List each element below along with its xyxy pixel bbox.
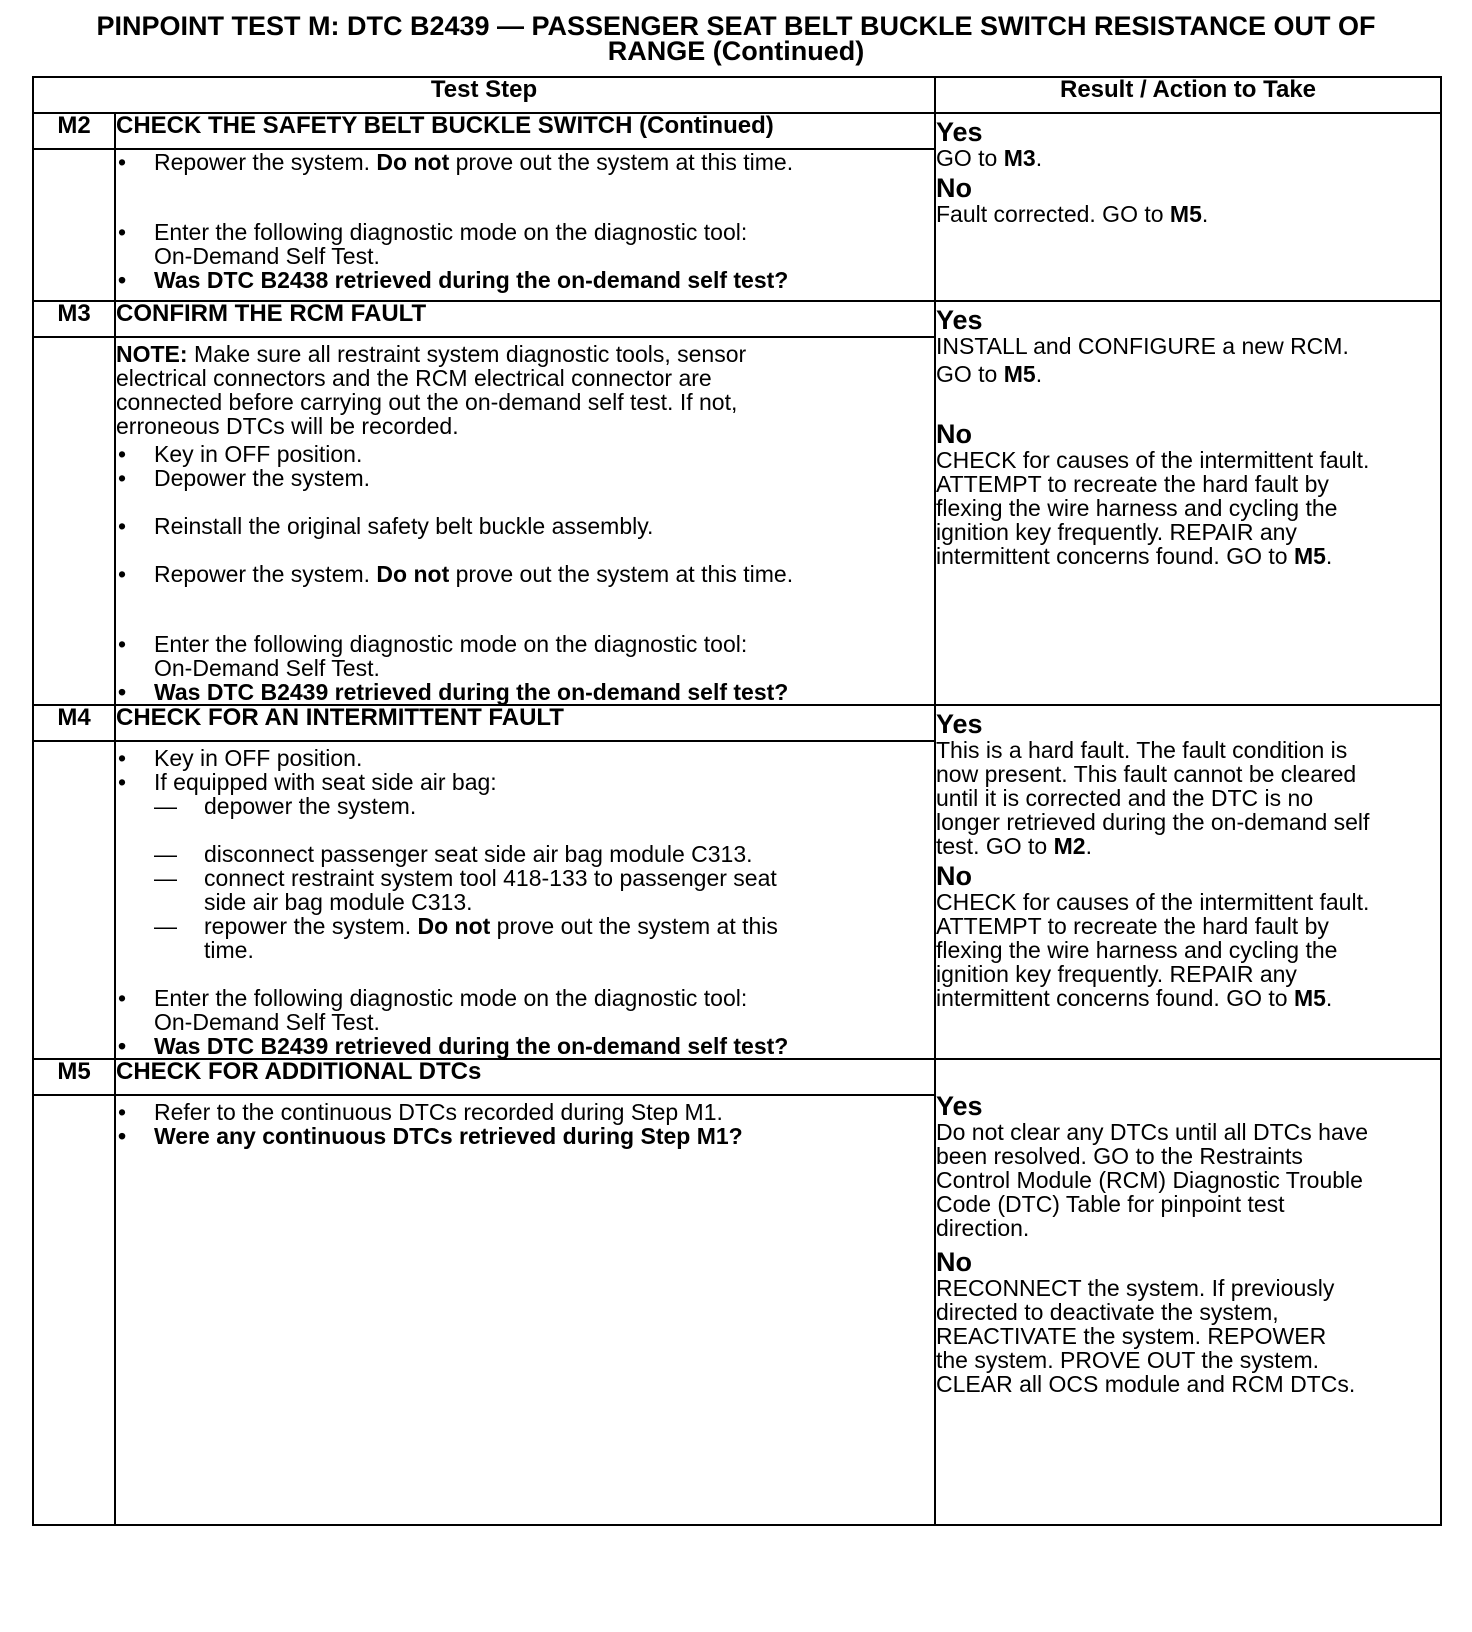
step-m3-result: Yes INSTALL and CONFIGURE a new RCM. GO to M5. No CHECK for causes of the intermittent fault. ATTEMPT to recreate the hard fault by flexing the wire harness and cycling the ignition key frequently. REPAIR any intermittent concerns found. GO to M5.	[935, 301, 1441, 705]
step-m2-title-row	[33, 113, 1441, 149]
list-item: • If equipped with seat side air bag:	[118, 769, 497, 795]
step-m5-body	[115, 1095, 935, 1525]
step-m4-body	[115, 741, 935, 1059]
list-item: • Was DTC B2439 retrieved during the on-demand self test?	[118, 679, 789, 705]
step-title: CHECK THE SAFETY BELT BUCKLE SWITCH (Continued)	[115, 113, 935, 149]
note: NOTE: Make sure all restraint system diagnostic tools, sensor	[116, 341, 747, 367]
step-m2-result	[935, 113, 1441, 301]
list-item: • Key in OFF position.	[118, 441, 363, 467]
step-id: M2	[33, 113, 115, 149]
table-header-row	[33, 77, 1441, 113]
step-m5-title-row	[33, 1059, 1441, 1095]
pinpoint-test-table	[32, 76, 1442, 1526]
list-item: • Enter the following diagnostic mode on the diagnostic tool: On-Demand Self Test.	[118, 219, 748, 269]
step-m3-body: NOTE: Make sure all restraint system diagnostic tools, sensor electrical connectors and the RCM electrical connector are connected before carrying out the on-demand self test. If not, erroneous DTCs will be recorded. • Key in OFF position. • Depower the system. • Reinstall the original safety belt buckle assembly. • Repower the system. Do not prove out the system at this time. • Enter the following diagnostic mode on the diagnostic tool: On-Demand Self Test. • Was DTC B2439 retrieved during the on-demand self test?	[115, 337, 935, 705]
list-item: • Reinstall the original safety belt buckle assembly.	[118, 513, 654, 539]
title-line-1: PINPOINT TEST M: DTC B2439 — PASSENGER SEAT BELT BUCKLE SWITCH RESISTANCE OUT OF	[96, 11, 1376, 41]
no-label: No	[936, 419, 972, 449]
yes-label: Yes	[936, 1091, 983, 1121]
list-item: • Was DTC B2438 retrieved during the on-demand self test?	[118, 267, 789, 293]
list-item: • Enter the following diagnostic mode on the diagnostic tool: On-Demand Self Test.	[118, 631, 748, 681]
header-result: Result / Action to Take	[935, 77, 1441, 113]
step-m4-result: Yes This is a hard fault. The fault condition is now present. This fault cannot be cleared until it is corrected and the DTC is no longer retrieved during the on-demand self test. GO to M2. No CHECK for causes of the intermittent fault. ATTEMPT to recreate the hard fault by flexing the wire harness and cycling the ignition key frequently. REPAIR any intermittent concerns found. GO to M5.	[935, 705, 1441, 1059]
sub-list-item: — repower the system. Do not prove out the system at this time.	[154, 913, 778, 963]
list-item: • Were any continuous DTCs retrieved during Step M1?	[118, 1123, 743, 1149]
step-m5-result: Yes Do not clear any DTCs until all DTCs have been resolved. GO to the Restraints Control Module (RCM) Diagnostic Trouble Code (DTC) Table for pinpoint test direction. No RECONNECT the system. If previously directed to deactivate the system, REACTIVATE the system. REPOWER the system. PROVE OUT the system. CLEAR all OCS module and RCM DTCs.	[935, 1059, 1441, 1525]
list-item: • Refer to the continuous DTCs recorded during Step M1.	[118, 1099, 723, 1125]
list-item: • Was DTC B2439 retrieved during the on-demand self test?	[118, 1033, 789, 1059]
title-line-2: RANGE (Continued)	[607, 36, 865, 66]
step-m2-body	[115, 149, 935, 301]
list-item: • Repower the system. Do not prove out the system at this time.	[118, 149, 794, 175]
step-title: CHECK FOR AN INTERMITTENT FAULT	[115, 705, 935, 741]
no-label: No	[936, 173, 972, 203]
no-label: No	[936, 861, 972, 891]
result-line: Fault corrected. GO to M5.	[936, 201, 1209, 227]
step-m4-title-row	[33, 705, 1441, 741]
step-id: M3	[33, 301, 115, 337]
step-id: M5	[33, 1059, 115, 1095]
yes-label: Yes	[936, 305, 983, 335]
step-m3-title-row	[33, 301, 1441, 337]
no-label: No	[936, 1247, 972, 1277]
page-title	[40, 11, 1432, 66]
sub-list-item: — disconnect passenger seat side air bag module C313.	[154, 841, 753, 867]
sub-list-item: — depower the system.	[154, 793, 417, 819]
header-test-step: Test Step	[33, 77, 935, 113]
yes-label: Yes	[936, 709, 983, 739]
step-title: CHECK FOR ADDITIONAL DTCs	[115, 1059, 935, 1095]
list-item: • Depower the system.	[118, 465, 371, 491]
step-title: CONFIRM THE RCM FAULT	[115, 301, 935, 337]
step-id: M4	[33, 705, 115, 741]
sub-list-item: — connect restraint system tool 418-133 to passenger seat side air bag module C313.	[154, 865, 777, 915]
list-item: • Enter the following diagnostic mode on the diagnostic tool: On-Demand Self Test.	[118, 985, 748, 1035]
list-item: • Key in OFF position.	[118, 745, 363, 771]
yes-label: Yes	[936, 117, 983, 147]
list-item: • Repower the system. Do not prove out the system at this time.	[118, 561, 794, 587]
result-line: GO to M3.	[936, 145, 1043, 171]
